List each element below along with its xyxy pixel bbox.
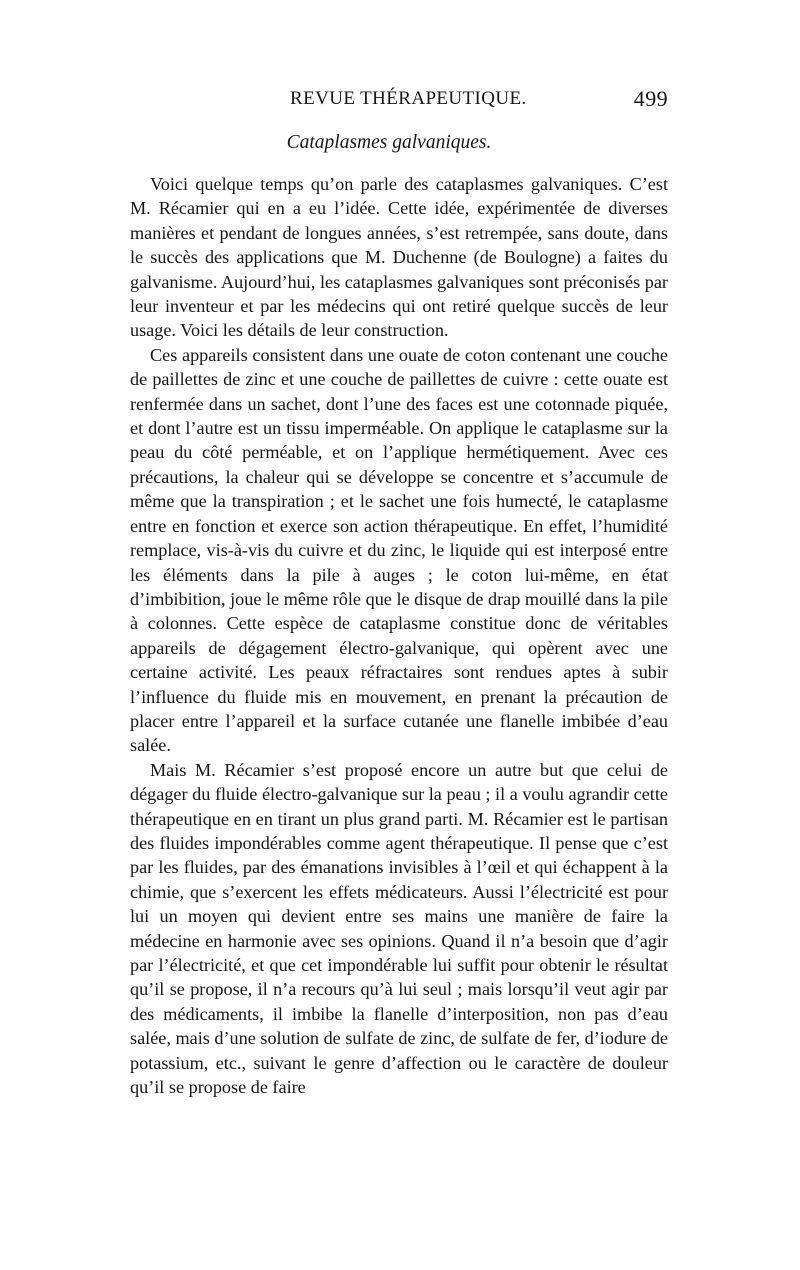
paragraph-1: Voici quelque temps qu’on parle des cataplasmes galvaniques. C’est M. Récamier qui en a eu l’idée. Cette idée, expérimentée de diverses manières et pendant de longues années, s’est retrempée, sans doute, dans le succès des applications que M. Duchenne (de Boulogne) a faites du galvanisme. Aujourd’hui, les cataplasmes galvaniques sont préconisés par leur inventeur et par les médecins qui ont retiré quelque succès de leur usage. Voici les détails de leur construction. <box>130 174 668 341</box>
running-title: REVUE THÉRAPEUTIQUE. <box>290 88 527 109</box>
paragraph-2: Ces appareils consistent dans une ouate de coton contenant une couche de paillettes de zinc et une couche de paillettes de cuivre : cette ouate est renfermée dans un sachet, dont l’une des faces est une cotonnade piquée, et dont l’autre est un tissu imperméable. On applique le cataplasme sur la peau du côté perméable, et on l’applique hermétiquement. Avec ces précautions, la chaleur qui se développe se concentre et s’accumule de même que la transpiration ; et le sachet une fois humecté, le cataplasme entre en fonction et exerce son action thérapeutique. En effet, l’humidité remplace, vis-à-vis du cuivre et du zinc, le liquide qui est interposé entre les éléments dans la pile à auges ; le coton lui-même, en état d’imbibition, joue le même rôle que le disque de drap mouillé dans la pile à colonnes. Cette espèce de cataplasme constitue donc de véritables appareils de dégagement électro-galvanique, qui opèrent avec une certaine activité. Les peaux réfractaires sont rendues aptes à subir l’influence du fluide mis en mouvement, en prenant la précaution de placer entre l’appareil et la surface cutanée une flanelle imbibée d’eau salée. <box>130 344 668 756</box>
paragraph-3: Mais M. Récamier s’est proposé encore un autre but que celui de dégager du fluide électro-galvanique sur la peau ; il a voulu agrandir cette thérapeutique en en tirant un plus grand parti. M. Récamier est le partisan des fluides impondérables comme agent thérapeutique. Il pense que c’est par les fluides, par des émanations invisibles à l’œil et qui échappent à la chimie, que s’exercent les effets médicateurs. Aussi l’électricité est pour lui un moyen qui devient entre ses mains une manière de faire la médecine en harmonie avec ses opinions. Quand il n’a besoin que d’agir par l’électricité, et que cet impondérable lui suffit pour obtenir le résultat qu’il se propose, il n’a recours qu’à lui seul ; mais lorsqu’il veut agir par des médicaments, il imbibe la flanelle d’interposition, non pas d’eau salée, mais d’une solution de sulfate de zinc, de sulfate de fer, d’iodure de potassium, etc., suivant le genre d’affection ou le caractère de douleur qu’il se propose de faire <box>130 759 668 1098</box>
page-number: 499 <box>633 86 668 111</box>
running-head <box>130 88 668 118</box>
journal-page <box>130 88 668 1099</box>
section-title: Cataplasmes galvaniques. <box>286 132 492 153</box>
article-body <box>130 172 668 1099</box>
